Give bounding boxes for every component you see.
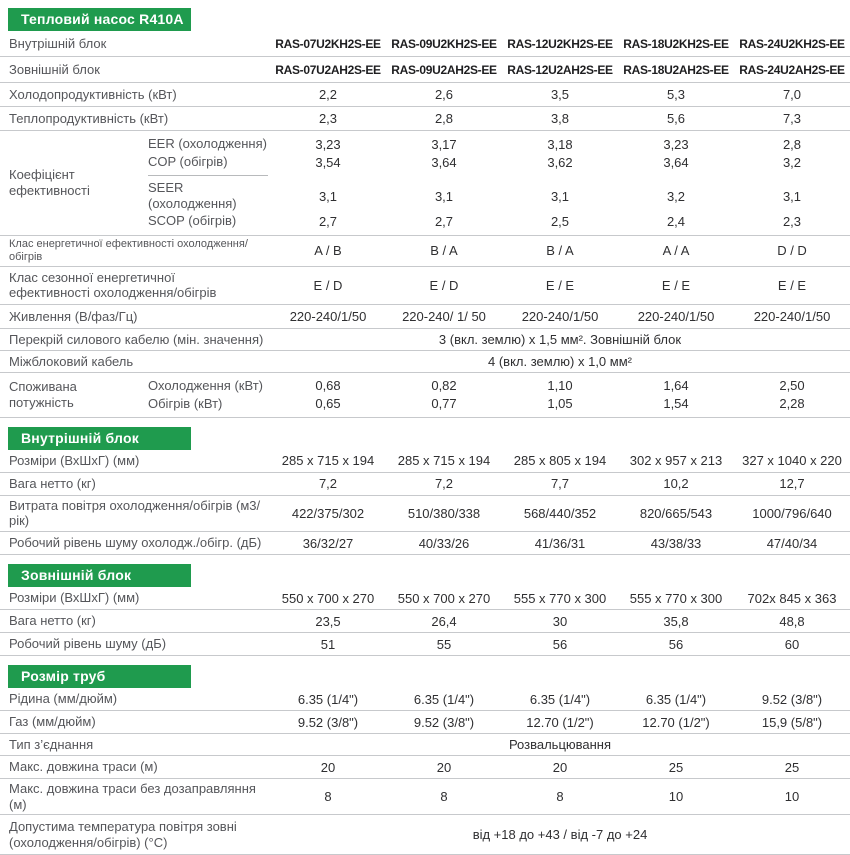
row-label: Робочий рівень шуму охолодж./обігр. (дБ) bbox=[9, 535, 262, 551]
row-label: Макс. довжина траси (м) bbox=[9, 759, 158, 775]
spec-value: 3,62 bbox=[547, 154, 573, 170]
table-row bbox=[0, 734, 850, 756]
spec-value: 220-240/1/50 bbox=[637, 308, 715, 324]
section-header: Розмір труб bbox=[8, 665, 191, 688]
spec-value: 20 bbox=[320, 759, 336, 775]
spec-value: 555 x 770 x 300 bbox=[513, 590, 607, 606]
spec-value: 10 bbox=[784, 789, 800, 805]
group-body bbox=[148, 373, 850, 417]
spec-value: 550 x 700 x 270 bbox=[281, 590, 375, 606]
table-row bbox=[0, 815, 850, 855]
spec-value: 3,23 bbox=[663, 136, 689, 152]
spec-section bbox=[0, 564, 850, 656]
spec-value: 302 x 957 x 213 bbox=[629, 453, 723, 469]
model-value: RAS-18U2KH2S-EE bbox=[623, 36, 729, 51]
model-value: RAS-07U2KH2S-EE bbox=[275, 36, 381, 51]
spec-value: 2,2 bbox=[318, 87, 338, 102]
spec-value: 25 bbox=[784, 759, 800, 775]
spec-value: 7,7 bbox=[550, 476, 570, 492]
model-value: RAS-12U2AH2S-EE bbox=[507, 62, 613, 77]
row-label: Коефіцієнт ефективності bbox=[9, 167, 90, 198]
table-row bbox=[0, 236, 850, 267]
spec-value: 7,0 bbox=[782, 87, 802, 102]
spec-value: 5,3 bbox=[666, 87, 686, 102]
spec-value: E / D bbox=[429, 277, 459, 293]
spec-value: 820/665/543 bbox=[639, 505, 713, 521]
spec-value: 20 bbox=[436, 759, 452, 775]
spec-value: 510/380/338 bbox=[407, 505, 481, 521]
spec-value: 12,7 bbox=[779, 476, 805, 492]
spec-value: 12.70 (1/2") bbox=[642, 714, 710, 730]
spec-value: 20 bbox=[552, 759, 568, 775]
spec-value: 3,1 bbox=[434, 188, 454, 204]
table-row bbox=[0, 107, 850, 131]
model-value: RAS-18U2AH2S-EE bbox=[623, 62, 729, 77]
row-label: Зовнішній блок bbox=[9, 61, 100, 77]
table-row bbox=[0, 473, 850, 496]
spec-value: 0,65 bbox=[315, 396, 341, 412]
spec-value: 2,7 bbox=[434, 214, 454, 229]
group-line bbox=[148, 135, 850, 153]
row-label: Перекрій силового кабелю (мін. значення) bbox=[9, 331, 264, 347]
row-label: Міжблоковий кабель bbox=[9, 353, 134, 369]
section-rows bbox=[0, 587, 850, 656]
section-rows bbox=[0, 688, 850, 855]
spec-value: 568/440/352 bbox=[523, 505, 597, 521]
spec-value: 55 bbox=[436, 636, 452, 652]
spec-value: 3,8 bbox=[550, 111, 570, 126]
table-row bbox=[0, 532, 850, 555]
row-label: Теплопродуктивність (кВт) bbox=[9, 110, 169, 126]
spec-value: 3,23 bbox=[315, 136, 341, 152]
spec-value: 35,8 bbox=[663, 613, 689, 629]
spec-value: 2,4 bbox=[666, 214, 686, 229]
spec-value: 30 bbox=[552, 613, 568, 629]
spec-value: 47/40/34 bbox=[766, 535, 818, 551]
spec-value: A / B bbox=[314, 243, 342, 259]
spec-value: 6.35 (1/4") bbox=[529, 691, 591, 707]
spec-value: 6.35 (1/4") bbox=[413, 691, 475, 707]
spec-value: 555 x 770 x 300 bbox=[629, 590, 723, 606]
model-value: RAS-24U2AH2S-EE bbox=[739, 62, 845, 77]
span-value: Розвальцювання bbox=[508, 737, 612, 753]
row-label: Вага нетто (кг) bbox=[9, 613, 96, 629]
spec-section bbox=[0, 665, 850, 855]
spec-value: 9.52 (3/8") bbox=[413, 714, 475, 730]
spec-value: 3,1 bbox=[550, 188, 570, 204]
spec-section bbox=[0, 8, 850, 418]
group-body bbox=[148, 131, 850, 235]
spec-value: B / A bbox=[430, 243, 458, 259]
spec-value: 48,8 bbox=[779, 613, 805, 629]
spec-value: E / E bbox=[545, 277, 575, 293]
spec-value: 9.52 (3/8") bbox=[761, 691, 823, 707]
sub-label: COP (обігрів) bbox=[148, 153, 228, 169]
spec-value: 285 x 715 x 194 bbox=[281, 453, 375, 469]
spec-value: 285 x 715 x 194 bbox=[397, 453, 491, 469]
spec-value: 6.35 (1/4") bbox=[645, 691, 707, 707]
row-label: Газ (мм/дюйм) bbox=[9, 714, 96, 730]
row-label: Робочий рівень шуму (дБ) bbox=[9, 636, 167, 652]
table-row bbox=[0, 373, 850, 418]
spec-value: 2,3 bbox=[318, 111, 338, 126]
table-row bbox=[0, 756, 850, 779]
spec-section bbox=[0, 427, 850, 555]
spec-value: 220-240/1/50 bbox=[289, 308, 367, 324]
spec-value: 25 bbox=[668, 759, 684, 775]
sub-label: SEER (охолодження) bbox=[148, 180, 237, 212]
row-label: Макс. довжина траси без дозаправляння (м) bbox=[9, 781, 256, 812]
table-row bbox=[0, 131, 850, 236]
span-value: від +18 до +43 / від -7 до +24 bbox=[472, 827, 648, 843]
spec-value: 0,82 bbox=[431, 378, 457, 394]
table-row bbox=[0, 31, 850, 57]
spec-value: 10 bbox=[668, 789, 684, 805]
row-label: Розміри (ВхШхГ) (мм) bbox=[9, 453, 140, 469]
table-row bbox=[0, 83, 850, 107]
spec-value: 3,1 bbox=[782, 188, 802, 204]
section-rows bbox=[0, 450, 850, 555]
spec-value: 23,5 bbox=[315, 613, 341, 629]
spec-value: 3,5 bbox=[550, 87, 570, 102]
spec-value: 3,2 bbox=[782, 154, 802, 170]
spec-value: 2,8 bbox=[782, 136, 802, 152]
spec-value: 220-240/1/50 bbox=[753, 308, 831, 324]
spec-value: 220-240/ 1/ 50 bbox=[402, 308, 486, 324]
spec-value: 0,68 bbox=[315, 378, 341, 394]
sub-label: Обігрів (кВт) bbox=[148, 395, 223, 411]
table-row bbox=[0, 587, 850, 610]
table-row bbox=[0, 267, 850, 305]
spec-value: 43/38/33 bbox=[650, 535, 702, 551]
spec-value: 2,28 bbox=[779, 396, 805, 412]
row-label: Споживана потужність bbox=[9, 379, 77, 410]
row-label: Допустима температура повітря зовні (охолодження/обігрів) (°C) bbox=[9, 819, 237, 850]
spec-value: 3,64 bbox=[431, 154, 457, 170]
spec-value: 7,3 bbox=[782, 111, 802, 126]
model-value: RAS-24U2KH2S-EE bbox=[739, 36, 845, 51]
row-label: Клас сезонної енергетичної ефективності охолодження/обігрів bbox=[9, 269, 217, 301]
table-row bbox=[0, 688, 850, 711]
span-value: 3 (вкл. землю) х 1,5 мм². Зовнішній блок bbox=[438, 331, 682, 347]
spec-value: 3,64 bbox=[663, 154, 689, 170]
group-line bbox=[148, 395, 850, 413]
group-line bbox=[148, 180, 850, 213]
spec-value: 60 bbox=[784, 636, 800, 652]
spec-value: 0,77 bbox=[431, 396, 457, 412]
spec-value: 2,7 bbox=[318, 214, 338, 229]
spec-value: 56 bbox=[552, 636, 568, 652]
row-label: Розміри (ВхШхГ) (мм) bbox=[9, 590, 140, 606]
row-label: Внутрішній блок bbox=[9, 35, 107, 51]
span-value: 4 (вкл. землю) х 1,0 мм² bbox=[488, 353, 632, 369]
spec-value: 8 bbox=[324, 789, 332, 805]
group-divider bbox=[148, 175, 268, 176]
spec-value: 12.70 (1/2") bbox=[526, 714, 594, 730]
spec-value: 1,54 bbox=[663, 396, 689, 412]
group-line bbox=[148, 377, 850, 395]
spec-value: 1,10 bbox=[547, 378, 573, 394]
spec-value: 3,17 bbox=[431, 136, 457, 152]
row-label: Живлення (В/фаз/Гц) bbox=[9, 308, 138, 324]
section-header: Тепловий насос R410A bbox=[8, 8, 191, 31]
spec-value: 285 x 805 x 194 bbox=[513, 453, 607, 469]
row-label: Холодопродуктивність (кВт) bbox=[9, 86, 177, 102]
spec-value: 327 x 1040 x 220 bbox=[742, 453, 842, 469]
spec-value: 7,2 bbox=[434, 476, 454, 492]
model-value: RAS-07U2AH2S-EE bbox=[275, 62, 381, 77]
spec-value: 3,18 bbox=[547, 136, 573, 152]
spec-value: 2,8 bbox=[434, 111, 454, 126]
spec-value: 702x 845 x 363 bbox=[747, 590, 837, 606]
row-label: Рідина (мм/дюйм) bbox=[9, 691, 118, 707]
spec-value: 1,05 bbox=[547, 396, 573, 412]
spec-value: 3,54 bbox=[315, 154, 341, 170]
sub-label: Охолодження (кВт) bbox=[148, 377, 264, 393]
spec-value: 26,4 bbox=[431, 613, 457, 629]
table-row bbox=[0, 633, 850, 656]
row-label: Тип з’єднання bbox=[9, 736, 94, 752]
group-line bbox=[148, 213, 850, 231]
table-row bbox=[0, 351, 850, 373]
model-value: RAS-12U2KH2S-EE bbox=[507, 36, 613, 51]
sub-label: EER (охолодження) bbox=[148, 135, 267, 151]
spec-value: 2,6 bbox=[434, 87, 454, 102]
table-row bbox=[0, 496, 850, 532]
sub-label: SCOP (обігрів) bbox=[148, 213, 237, 229]
table-row bbox=[0, 610, 850, 633]
spec-value: 3,1 bbox=[318, 188, 338, 204]
spec-value: 2,5 bbox=[550, 214, 570, 229]
section-header: Внутрішній блок bbox=[8, 427, 191, 450]
table-row bbox=[0, 450, 850, 473]
spec-value: 220-240/1/50 bbox=[521, 308, 599, 324]
spec-value: 51 bbox=[320, 636, 336, 652]
spec-value: 6.35 (1/4") bbox=[297, 691, 359, 707]
spec-value: D / D bbox=[777, 243, 807, 259]
table-row bbox=[0, 329, 850, 351]
spec-value: 56 bbox=[668, 636, 684, 652]
group-line bbox=[148, 153, 850, 171]
row-label: Клас енергетичної ефективності охолодження/обігрів bbox=[9, 237, 248, 263]
spec-value: 550 x 700 x 270 bbox=[397, 590, 491, 606]
spec-value: 2,50 bbox=[779, 378, 805, 394]
section-rows bbox=[0, 31, 850, 418]
spec-value: 5,6 bbox=[666, 111, 686, 126]
spec-value: 9.52 (3/8") bbox=[297, 714, 359, 730]
spec-value: 36/32/27 bbox=[302, 535, 354, 551]
spec-value: 8 bbox=[440, 789, 448, 805]
row-label: Вага нетто (кг) bbox=[9, 476, 96, 492]
spec-value: 7,2 bbox=[318, 476, 338, 492]
table-row bbox=[0, 711, 850, 734]
spec-value: A / A bbox=[662, 243, 690, 259]
spec-value: 422/375/302 bbox=[291, 505, 365, 521]
table-row bbox=[0, 305, 850, 329]
spec-value: B / A bbox=[546, 243, 574, 259]
section-header: Зовнішній блок bbox=[8, 564, 191, 587]
spec-value: 10,2 bbox=[663, 476, 689, 492]
spec-value: 1,64 bbox=[663, 378, 689, 394]
model-value: RAS-09U2KH2S-EE bbox=[391, 36, 497, 51]
spec-value: 15,9 (5/8") bbox=[761, 714, 823, 730]
model-value: RAS-09U2AH2S-EE bbox=[391, 62, 497, 77]
spec-value: 41/36/31 bbox=[534, 535, 586, 551]
spec-value: 8 bbox=[556, 789, 564, 805]
row-label: Витрата повітря охолодження/обігрів (м3/рік) bbox=[9, 497, 261, 529]
table-row bbox=[0, 779, 850, 815]
spec-value: 1000/796/640 bbox=[752, 505, 832, 521]
spec-value: E / E bbox=[777, 277, 807, 293]
spec-value: 2,3 bbox=[782, 214, 802, 229]
spec-value: E / E bbox=[661, 277, 691, 293]
spec-value: 3,2 bbox=[666, 188, 686, 204]
spec-value: 40/33/26 bbox=[418, 535, 470, 551]
table-row bbox=[0, 57, 850, 83]
spec-value: E / D bbox=[313, 277, 343, 293]
